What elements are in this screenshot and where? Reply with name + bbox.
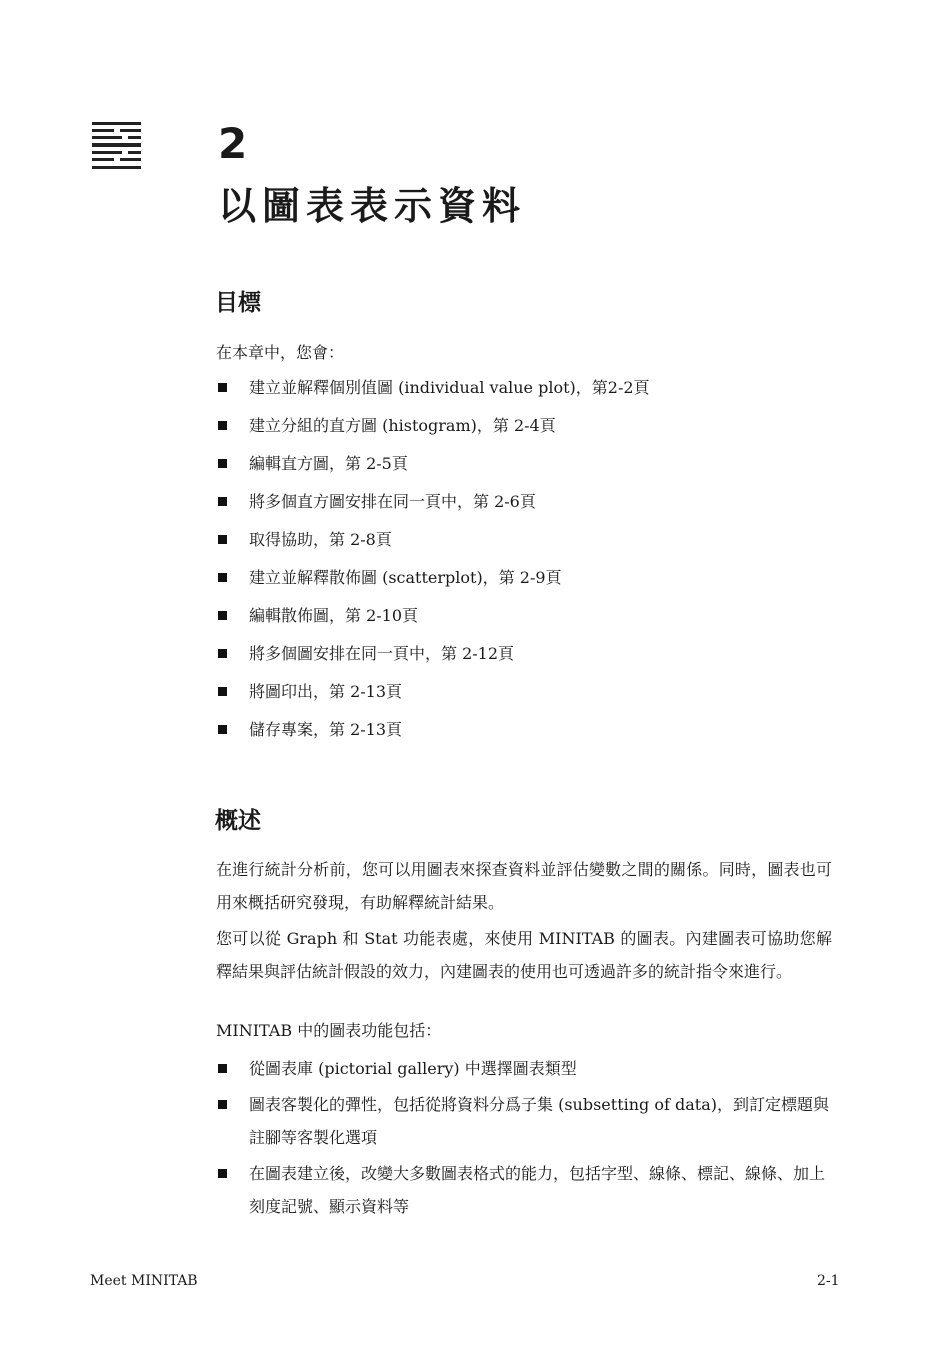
- footer-page-number: 2-1: [817, 1273, 840, 1289]
- square-bullet-icon: [218, 1169, 227, 1178]
- chapter-logo-icon: [90, 121, 143, 171]
- objectives-list: [216, 371, 836, 751]
- list-item: 將多個圖安排在同一頁中，第 2-12頁: [216, 637, 836, 670]
- square-bullet-icon: [218, 725, 227, 734]
- square-bullet-icon: [218, 497, 227, 506]
- overview-heading: 概述: [215, 807, 261, 834]
- square-bullet-icon: [218, 1100, 227, 1109]
- objectives-heading: 目標: [215, 289, 261, 316]
- list-item: 將圖印出，第 2-13頁: [216, 675, 836, 708]
- objectives-intro: 在本章中，您會：: [216, 343, 345, 362]
- square-bullet-icon: [218, 573, 227, 582]
- list-item: 儲存專案，第 2-13頁: [216, 713, 836, 746]
- list-item: 將多個直方圖安排在同一頁中，第 2-6頁: [216, 485, 836, 518]
- square-bullet-icon: [218, 649, 227, 658]
- list-item: 圖表客製化的彈性，包括從將資料分爲子集 (subsetting of data)，到訂定標題與註腳等客製化選項: [216, 1088, 836, 1154]
- overview-paragraph-1: 在進行統計分析前，您可以用圖表來探查資料並評估變數之間的關係。同時，圖表也可用來概括研究發現，有助解釋統計結果。: [216, 860, 832, 912]
- features-list: [216, 1052, 836, 1226]
- list-item: 建立並解釋散佈圖 (scatterplot)，第 2-9頁: [216, 561, 836, 594]
- list-item: 在圖表建立後，改變大多數圖表格式的能力，包括字型、線條、標記、線條、加上刻度記號、顯示資料等: [216, 1157, 836, 1223]
- square-bullet-icon: [218, 383, 227, 392]
- square-bullet-icon: [218, 535, 227, 544]
- square-bullet-icon: [218, 459, 227, 468]
- square-bullet-icon: [218, 421, 227, 430]
- square-bullet-icon: [218, 611, 227, 620]
- overview-paragraph-2: 您可以從 Graph 和 Stat 功能表處，來使用 MINITAB 的圖表。內建圖表可協助您解釋結果與評估統計假設的效力，內建圖表的使用也可透過許多的統計指令來進行。: [216, 929, 832, 981]
- square-bullet-icon: [218, 1064, 227, 1073]
- overview-paragraph-3: MINITAB 中的圖表功能包括：: [216, 1021, 442, 1040]
- chapter-number: 2: [218, 119, 248, 168]
- list-item: 編輯直方圖，第 2-5頁: [216, 447, 836, 480]
- list-item: 建立分組的直方圖 (histogram)，第 2-4頁: [216, 409, 836, 442]
- square-bullet-icon: [218, 687, 227, 696]
- list-item: 編輯散佈圖，第 2-10頁: [216, 599, 836, 632]
- list-item: 從圖表庫 (pictorial gallery) 中選擇圖表類型: [216, 1052, 836, 1085]
- chapter-title: 以圖表表示資料: [218, 183, 527, 228]
- list-item: 建立並解釋個別值圖 (individual value plot)，第2-2頁: [216, 371, 836, 404]
- list-item: 取得協助，第 2-8頁: [216, 523, 836, 556]
- footer-book-title: Meet MINITAB: [90, 1273, 198, 1289]
